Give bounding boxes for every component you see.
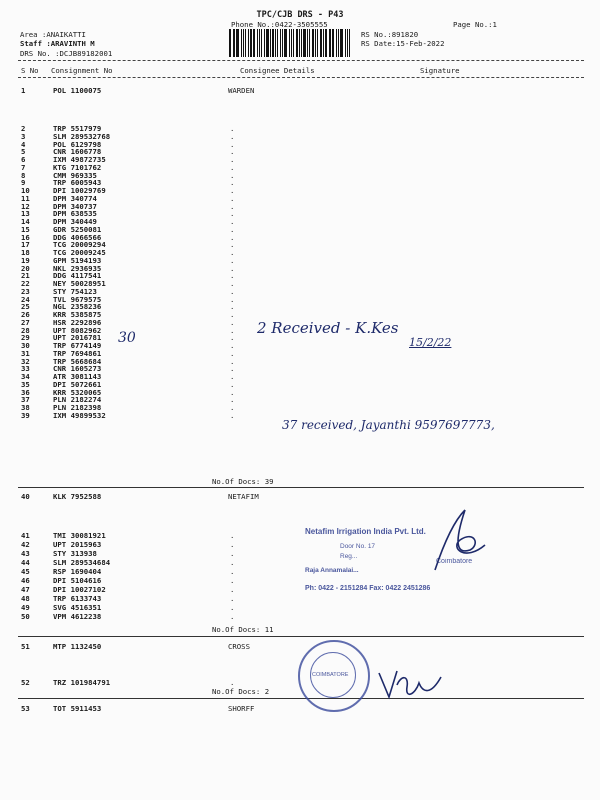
row-sno: 3 [21, 131, 26, 141]
row-sno: 50 [21, 612, 30, 621]
row-consignee-details: . [230, 232, 235, 242]
row-sno: 36 [21, 387, 30, 397]
phone-number: Phone No.:0422-3505555 [231, 20, 328, 29]
row-consignment-no: RSP 1690404 [53, 567, 102, 576]
row-consignee-details: . [230, 678, 235, 687]
row-consignee-details: . [230, 139, 235, 149]
row-sno: 38 [21, 403, 30, 412]
row-consignment-no: ATR 3081143 [53, 372, 102, 381]
row-sno: 17 [21, 240, 30, 250]
row-consignee-details: . [230, 567, 235, 576]
row-consignee-details: . [230, 124, 235, 133]
divider [18, 60, 584, 61]
row-sno: 52 [21, 678, 30, 687]
col-header-consignee: Consignee Details [240, 66, 315, 75]
row-sno: 10 [21, 186, 30, 195]
rs-date: RS Date:15-Feb-2022 [361, 39, 445, 48]
row-consignee-details: . [230, 286, 235, 296]
table-row [0, 704, 600, 713]
row-consignment-no: SVG 4516351 [53, 603, 102, 612]
row-consignment-no: TRZ 101984791 [53, 678, 111, 687]
row-sno: 21 [21, 271, 30, 281]
row-consignment-no: TRP 6774149 [53, 341, 102, 350]
row-consignee-details: . [230, 178, 235, 188]
row-consignee-details: . [230, 209, 235, 219]
row-consignee-details: . [230, 170, 235, 180]
row-consignee-details: . [230, 549, 235, 558]
table-row [0, 612, 600, 621]
row-sno: 46 [21, 576, 30, 585]
row-consignment-no: TRP 7694861 [53, 348, 102, 358]
row-consignment-no: KRR 5385875 [53, 310, 102, 319]
row-sno: 1 [21, 86, 26, 95]
row-consignee-details: . [230, 131, 235, 141]
row-consignee-details: . [230, 248, 235, 257]
row-sno: 43 [21, 549, 30, 558]
row-consignee-details: . [230, 531, 235, 540]
table-row [0, 540, 600, 549]
row-consignment-no: CNR 1605273 [53, 364, 102, 374]
row-consignment-no: GPM 5194193 [53, 255, 102, 265]
row-sno: 4 [21, 139, 26, 149]
row-sno: 51 [21, 642, 30, 651]
row-consignment-no: TRP 6005943 [53, 178, 102, 188]
stamp-line: Netafim Irrigation India Pvt. Ltd. [305, 527, 426, 536]
row-consignment-no: TRP 5668684 [53, 356, 102, 366]
row-sno: 2 [21, 124, 26, 133]
row-consignment-no: PLN 2182398 [53, 403, 102, 412]
row-consignee-details: . [230, 294, 235, 304]
row-sno: 12 [21, 201, 30, 211]
group-divider [18, 698, 584, 699]
row-consignment-no: IXM 49872735 [53, 155, 106, 164]
col-header-consignment: Consignment No [51, 66, 113, 75]
row-consignee-details: . [230, 193, 235, 203]
row-sno: 53 [21, 704, 30, 713]
row-consignment-no: POL 6129798 [53, 139, 102, 149]
row-consignee-details: . [230, 594, 235, 603]
row-sno: 8 [21, 170, 26, 180]
group-divider [18, 487, 584, 488]
row-consignee-details: . [230, 333, 235, 343]
row-consignment-no: DPM 340774 [53, 193, 97, 203]
row-sno: 39 [21, 410, 30, 420]
row-sno: 29 [21, 333, 30, 343]
col-header-sno: S No [21, 66, 39, 75]
row-sno: 41 [21, 531, 30, 540]
row-consignment-no: DPM 638535 [53, 209, 97, 219]
row-sno: 28 [21, 325, 30, 335]
row-consignment-no: PLN 2182274 [53, 395, 102, 405]
document-title: TPC/CJB DRS - P43 [256, 10, 344, 20]
row-consignment-no: NKL 2936935 [53, 263, 102, 273]
page-number: Page No.:1 [453, 20, 497, 29]
row-consignee-details: WARDEN [228, 86, 255, 95]
row-consignee-details: . [230, 372, 235, 381]
row-consignment-no: POL 1100075 [53, 86, 102, 95]
table-row [0, 86, 600, 95]
row-consignment-no: TCG 20009245 [53, 248, 106, 257]
row-sno: 11 [21, 193, 30, 203]
row-consignment-no: DDG 4117541 [53, 271, 102, 281]
stamp-line: Door No. 17 [340, 543, 376, 550]
row-consignee-details: . [230, 348, 235, 358]
stamp-line: Raja Annamalai... [305, 567, 359, 574]
table-row [0, 576, 600, 585]
row-consignee-details: . [230, 147, 235, 157]
staff-label: Staff :ARAVINTH M [20, 39, 95, 48]
handwritten-note-jayanthi: 37 received, Jayanthi 9597697773, [282, 418, 495, 432]
row-sno: 40 [21, 492, 30, 501]
row-consignee-details: . [230, 155, 235, 164]
row-sno: 45 [21, 567, 30, 576]
row-sno: 19 [21, 255, 30, 265]
row-sno: 9 [21, 178, 26, 188]
table-row [0, 531, 600, 540]
group-doc-count: No.Of Docs: 2 [212, 687, 270, 696]
row-consignee-details: . [230, 325, 235, 335]
seal-text: COIMBATORE [312, 672, 349, 678]
row-consignee-details: . [230, 403, 235, 412]
table-row [0, 549, 600, 558]
row-consignee-details: . [230, 395, 235, 405]
table-row [0, 567, 600, 576]
row-consignment-no: VPM 4612238 [53, 612, 102, 621]
table-row [0, 585, 600, 594]
signature-netafim [425, 500, 505, 580]
row-consignment-no: DPI 5072661 [53, 379, 102, 389]
row-consignment-no: DPM 340737 [53, 201, 97, 211]
row-sno: 16 [21, 232, 30, 242]
row-consignee-details: . [230, 585, 235, 594]
handwritten-mark: 30 [118, 330, 136, 346]
row-consignment-no: HSR 2292896 [53, 317, 102, 327]
table-row [0, 603, 600, 612]
row-consignment-no: TMI 30081921 [53, 531, 106, 540]
row-consignee-details: . [230, 279, 235, 288]
row-sno: 47 [21, 585, 30, 594]
row-sno: 24 [21, 294, 30, 304]
row-consignment-no: DPI 10029769 [53, 186, 106, 195]
row-sno: 18 [21, 248, 30, 257]
row-sno: 23 [21, 286, 30, 296]
divider [18, 77, 584, 78]
group-doc-count: No.Of Docs: 39 [212, 477, 274, 486]
row-consignee-details: . [230, 364, 235, 374]
row-consignment-no: KLK 7952588 [53, 492, 102, 501]
row-consignment-no: STY 754123 [53, 286, 97, 296]
row-sno: 5 [21, 147, 26, 157]
row-consignment-no: TCG 20009294 [53, 240, 106, 250]
row-consignee-details: . [230, 217, 235, 226]
row-consignee-details: . [230, 612, 235, 621]
table-row [0, 594, 600, 603]
row-sno: 20 [21, 263, 30, 273]
row-consignee-details: . [230, 603, 235, 612]
row-sno: 15 [21, 224, 30, 234]
row-sno: 48 [21, 594, 30, 603]
row-sno: 35 [21, 379, 30, 389]
table-row [0, 642, 600, 651]
group-doc-count: No.Of Docs: 11 [212, 625, 274, 634]
row-sno: 7 [21, 162, 26, 172]
row-sno: 25 [21, 302, 30, 312]
area-label: Area :ANAIKATTI [20, 30, 86, 39]
row-consignee-details: NETAFIM [228, 492, 259, 501]
row-consignee-details: SHORFF [228, 704, 255, 713]
row-consignee-details: . [230, 310, 235, 319]
row-consignee-details: . [230, 558, 235, 567]
row-consignee-details: . [230, 201, 235, 211]
row-consignee-details: . [230, 224, 235, 234]
row-consignment-no: CNR 1606778 [53, 147, 102, 157]
row-consignee-details: . [230, 317, 235, 327]
row-sno: 44 [21, 558, 30, 567]
row-sno: 30 [21, 341, 30, 350]
signature-cross [375, 665, 445, 705]
col-header-signature: Signature [420, 66, 460, 75]
row-consignee-details: . [230, 271, 235, 281]
row-consignee-details: . [230, 240, 235, 250]
row-sno: 37 [21, 395, 30, 405]
row-sno: 31 [21, 348, 30, 358]
row-consignee-details: . [230, 162, 235, 172]
row-consignment-no: KRR 5320065 [53, 387, 102, 397]
handwritten-note-received: 2 Received - K.Kes [257, 319, 399, 337]
row-sno: 33 [21, 364, 30, 374]
row-consignment-no: MTP 1132450 [53, 642, 102, 651]
row-consignee-details: . [230, 540, 235, 549]
row-consignee-details: . [230, 255, 235, 265]
stamp-line: Ph: 0422 - 2151284 Fax: 0422 2451286 [305, 585, 431, 592]
row-consignment-no: UPT 2016781 [53, 333, 102, 343]
row-consignee-details: . [230, 302, 235, 312]
row-consignee-details: . [230, 263, 235, 273]
row-sno: 6 [21, 155, 26, 164]
row-consignment-no: NEY 50028951 [53, 279, 106, 288]
row-sno: 27 [21, 317, 30, 327]
barcode-image [229, 29, 352, 57]
row-sno: 49 [21, 603, 30, 612]
row-consignee-details: . [230, 186, 235, 195]
row-consignment-no: GDR 5250081 [53, 224, 102, 234]
row-consignment-no: TVL 9679575 [53, 294, 102, 304]
row-sno: 22 [21, 279, 30, 288]
row-consignment-no: TRP 6133743 [53, 594, 102, 603]
row-consignment-no: DPI 10027102 [53, 585, 106, 594]
row-sno: 42 [21, 540, 30, 549]
row-consignment-no: KTG 7101762 [53, 162, 102, 172]
handwritten-note-date: 15/2/22 [409, 336, 452, 349]
row-sno: 26 [21, 310, 30, 319]
row-consignment-no: DPM 340449 [53, 217, 97, 226]
row-consignee-details: CROSS [228, 642, 250, 651]
row-consignment-no: STY 313938 [53, 549, 97, 558]
row-consignment-no: NGL 2358236 [53, 302, 102, 312]
stamp-line: Reg... [340, 553, 358, 560]
row-sno: 34 [21, 372, 30, 381]
row-consignment-no: TOT 5911453 [53, 704, 102, 713]
row-sno: 14 [21, 217, 30, 226]
table-row [0, 558, 600, 567]
row-consignee-details: . [230, 379, 235, 389]
row-consignment-no: UPT 2015963 [53, 540, 102, 549]
group-divider [18, 636, 584, 637]
rs-number: RS No.:891820 [361, 30, 419, 39]
table-row [0, 492, 600, 501]
row-consignment-no: DPI 5104616 [53, 576, 102, 585]
row-consignment-no: UPT 8082962 [53, 325, 102, 335]
row-consignee-details: . [230, 387, 235, 397]
drs-number: DRS No. :DCJB89182001 [20, 49, 113, 58]
row-sno: 32 [21, 356, 30, 366]
row-consignee-details: . [230, 410, 235, 420]
row-sno: 13 [21, 209, 30, 219]
row-consignment-no: IXM 49899532 [53, 410, 106, 420]
row-consignee-details: . [230, 341, 235, 350]
row-consignment-no: DDG 4066566 [53, 232, 102, 242]
row-consignment-no: SLM 289534684 [53, 558, 111, 567]
row-consignment-no: SLM 289532768 [53, 131, 111, 141]
stamp-line: Coimbatore [436, 558, 473, 565]
row-consignment-no: CMM 969335 [53, 170, 97, 180]
row-consignee-details: . [230, 576, 235, 585]
row-consignment-no: TRP 5517979 [53, 124, 102, 133]
row-consignee-details: . [230, 356, 235, 366]
